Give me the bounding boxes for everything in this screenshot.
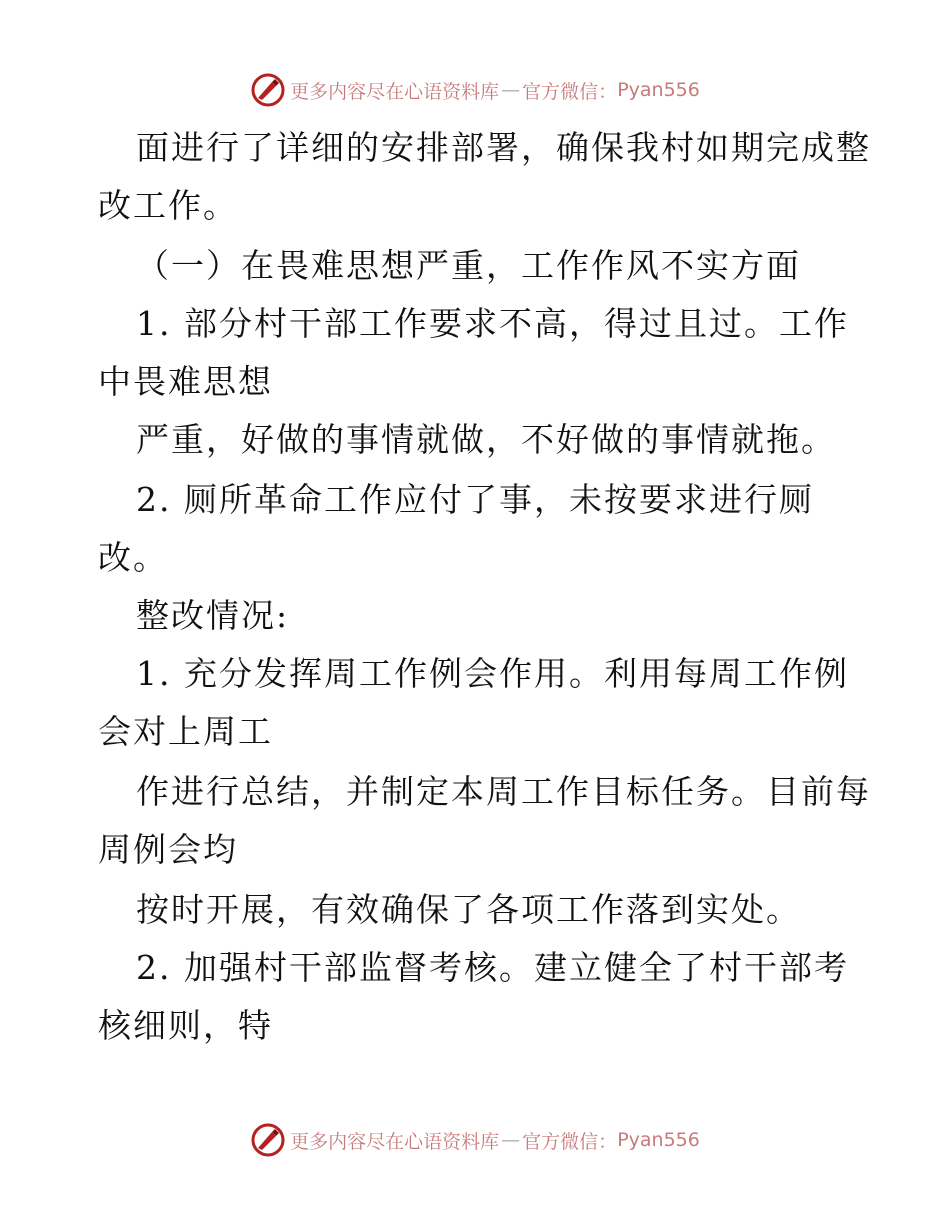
text-line-3: （一）在畏难思想严重，工作作风不实方面	[136, 246, 801, 285]
text-line-5: 中畏难思想	[98, 362, 273, 401]
text-line-15: 2. 加强村干部监督考核。建立健全了村干部考	[136, 948, 849, 987]
text-line-12: 作进行总结，并制定本周工作目标任务。目前每	[136, 772, 871, 811]
text-line-10: 1. 充分发挥周工作例会作用。利用每周工作例	[136, 654, 849, 693]
footer-watermark	[0, 1120, 950, 1160]
text-line-11: 会对上周工	[98, 712, 273, 751]
pen-logo-icon	[250, 1122, 286, 1158]
text-line-4: 1. 部分村干部工作要求不高，得过且过。工作	[136, 304, 849, 343]
text-line-2: 改工作。	[98, 186, 238, 225]
watermark-account: Pyan556	[617, 1129, 700, 1151]
text-line-9: 整改情况:	[136, 596, 290, 635]
watermark-separator: —	[501, 79, 521, 101]
watermark-account-label: 官方微信：	[522, 1130, 618, 1153]
text-line-8: 改。	[98, 538, 168, 577]
text-line-7: 2. 厕所革命工作应付了事，未按要求进行厕	[136, 480, 814, 519]
text-line-1: 面进行了详细的安排部署，确保我村如期完成整	[136, 128, 871, 167]
watermark-text: 更多内容尽在心语资料库	[290, 80, 500, 103]
watermark-account: Pyan556	[617, 79, 700, 101]
header-watermark	[0, 70, 950, 110]
text-line-14: 按时开展，有效确保了各项工作落到实处。	[136, 890, 801, 929]
text-line-6: 严重，好做的事情就做，不好做的事情就拖。	[136, 420, 836, 459]
pen-logo-icon	[250, 72, 286, 108]
watermark-separator: —	[501, 1129, 521, 1151]
watermark-text: 更多内容尽在心语资料库	[290, 1130, 500, 1153]
watermark-account-label: 官方微信：	[522, 80, 618, 103]
text-line-13: 周例会均	[98, 830, 238, 869]
text-line-16: 核细则，特	[98, 1006, 273, 1045]
